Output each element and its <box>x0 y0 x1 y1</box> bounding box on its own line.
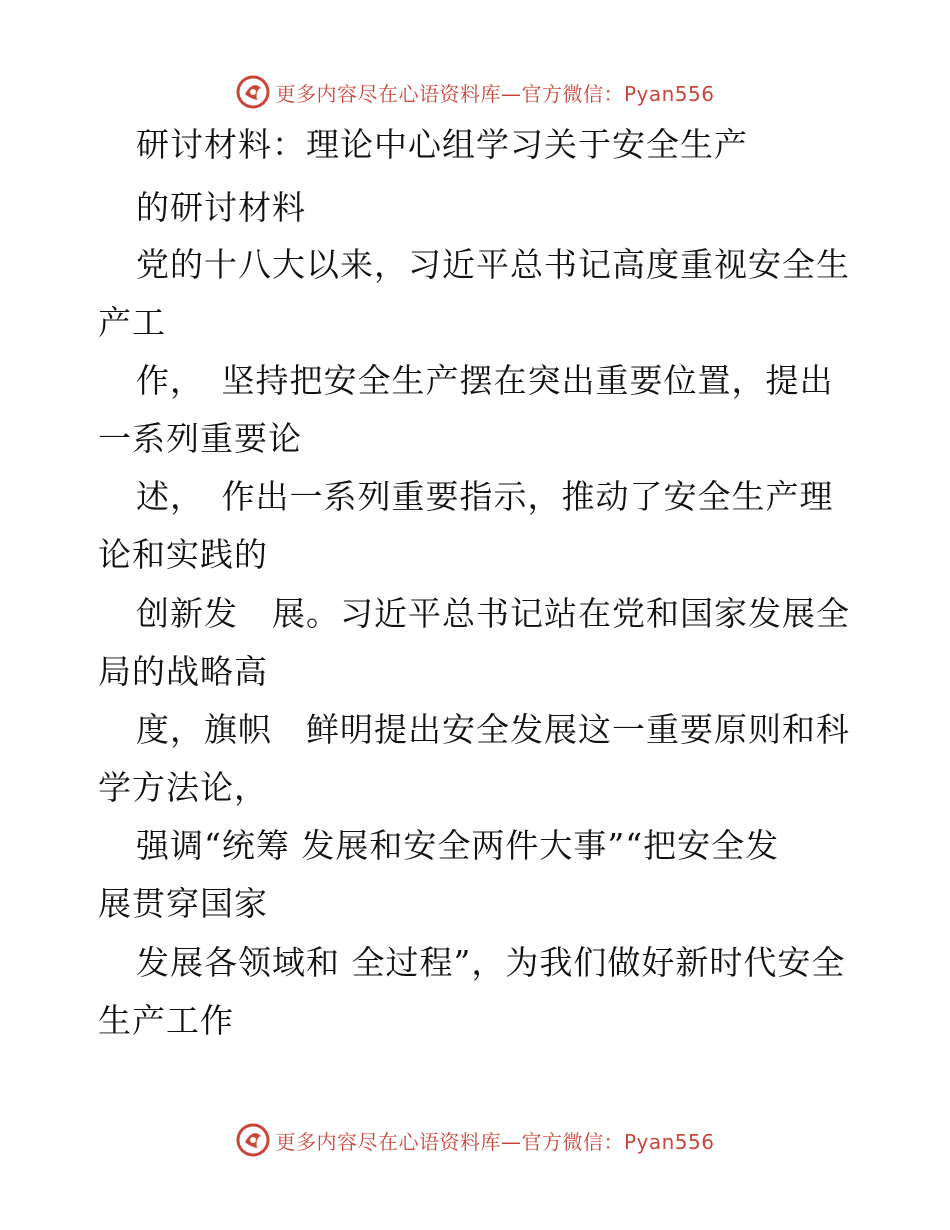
footer-banner <box>0 1118 950 1162</box>
doc-line: 党的十八大以来，习近平总书记高度重视安全生 <box>136 245 850 284</box>
doc-line: 述， 作出一系列重要指示，推动了安全生产理 <box>136 477 834 516</box>
doc-line: 研讨材料：理论中心组学习关于安全生产 <box>136 125 748 164</box>
doc-line: 生产工作 <box>98 1001 234 1040</box>
red-flower-seal-icon <box>235 74 271 110</box>
doc-line: 产工 <box>98 303 166 342</box>
header-banner <box>0 70 950 114</box>
red-flower-seal-icon <box>235 1122 271 1158</box>
doc-line: 展贯穿国家 <box>98 884 268 923</box>
doc-line: 作， 坚持把安全生产摆在突出重要位置，提出 <box>136 361 834 400</box>
doc-line: 局的战略高 <box>98 652 268 691</box>
doc-line: 创新发 展。习近平总书记站在党和国家发展全 <box>136 594 850 633</box>
doc-line: 强调“统筹 发展和安全两件大事”“把安全发 <box>136 826 780 865</box>
doc-line: 论和实践的 <box>98 535 268 574</box>
doc-line: 的研讨材料 <box>136 188 306 227</box>
doc-line: 一系列重要论 <box>98 419 302 458</box>
footer-banner-text: 更多内容尽在心语资料库—官方微信：Pyan556 <box>275 1129 715 1154</box>
doc-line: 学方法论， <box>98 768 268 807</box>
header-banner-text: 更多内容尽在心语资料库—官方微信：Pyan556 <box>275 81 715 106</box>
doc-line: 度，旗帜 鲜明提出安全发展这一重要原则和科 <box>136 710 850 749</box>
doc-line: 发展各领域和 全过程”，为我们做好新时代安全 <box>136 943 846 982</box>
